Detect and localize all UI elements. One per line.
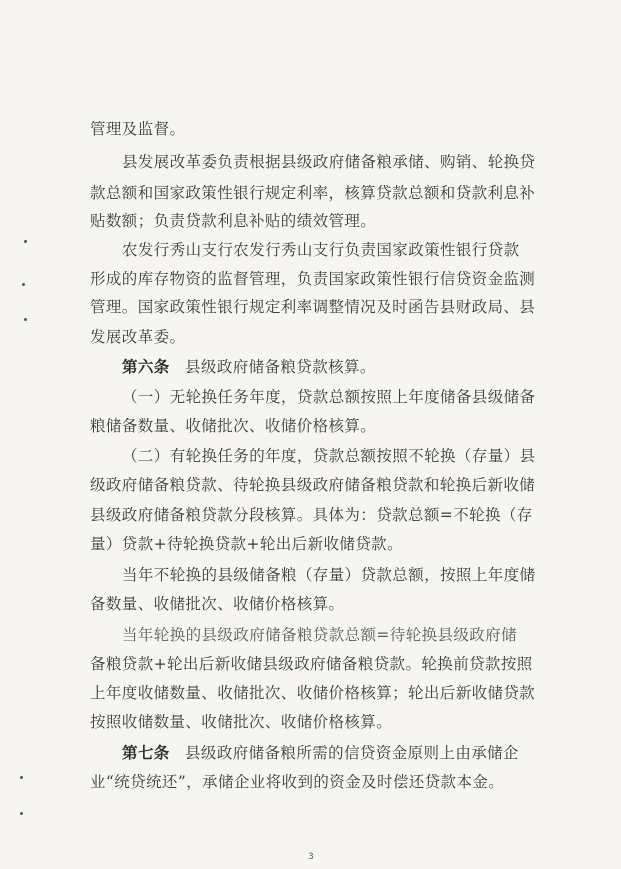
text-line-6: 形成的库存物资的监督管理，负责国家政策性银行信贷资金监测 (90, 270, 536, 288)
text-line-2: 县发展改革委负责根据县级政府储备粮承储、购销、轮换贷 (122, 153, 536, 171)
text-line-5: 农发行秀山支行农发行秀山支行负责国家政策性银行贷款 (122, 241, 520, 259)
text-line-15: 量）贷款+待轮换贷款+轮出后新收储贷款。 (90, 535, 403, 553)
scan-speck (20, 776, 23, 779)
text-line-12: （二）有轮换任务的年度，贷款总额按照不轮换（存量）县 (122, 447, 536, 465)
text-line-19: 备粮贷款+轮出后新收储县级政府储备粮贷款。轮换前贷款按照 (90, 655, 533, 673)
scan-speck (22, 283, 25, 286)
article-7-text: 县级政府储备粮所需的信贷资金原则上由承储企 (185, 744, 519, 762)
text-line-21: 按照收储数量、收储批次、收储价格核算。 (90, 713, 393, 731)
text-line-4: 贴数额；负责贷款利息补贴的绩效管理。 (90, 212, 377, 230)
scan-speck (24, 240, 27, 243)
article-7-line (122, 743, 519, 763)
text-line-14: 县级政府储备粮贷款分段核算。具体为：贷款总额=不轮换（存 (90, 506, 533, 524)
text-line-16: 当年不轮换的县级储备粮（存量）贷款总额，按照上年度储 (122, 566, 536, 584)
text-line-17: 备数量、收储批次、收储价格核算。 (90, 595, 345, 613)
article-6-text: 县级政府储备粮贷款核算。 (185, 358, 376, 376)
text-line-23: 业“统贷统还”，承储企业将收到的资金及时偿还贷款本金。 (90, 773, 505, 791)
article-6-title: 第六条 (122, 357, 170, 376)
text-line-10: （一）无轮换任务年度，贷款总额按照上年度储备县级储备 (122, 388, 536, 406)
page-number: 3 (308, 852, 314, 862)
text-line-8: 发展改革委。 (90, 328, 186, 346)
text-line-1: 管理及监督。 (90, 120, 186, 138)
text-line-11: 粮储备数量、收储批次、收储价格核算。 (90, 417, 377, 435)
scan-speck (24, 318, 27, 321)
text-line-13: 级政府储备粮贷款、待轮换县级政府储备粮贷款和轮换后新收储 (90, 476, 536, 494)
text-line-20: 上年度收储数量、收储批次、收储价格核算；轮出后新收储贷款 (90, 684, 536, 702)
article-6-line (122, 357, 376, 377)
text-line-7: 管理。国家政策性银行规定利率调整情况及时函告县财政局、县 (90, 298, 536, 316)
scan-speck (20, 812, 23, 815)
article-7-title: 第七条 (122, 743, 170, 762)
text-line-18: 当年轮换的县级政府储备粮贷款总额=待轮换县级政府储 (122, 626, 517, 644)
text-line-3: 款总额和国家政策性银行规定利率，核算贷款总额和贷款利息补 (90, 184, 536, 202)
